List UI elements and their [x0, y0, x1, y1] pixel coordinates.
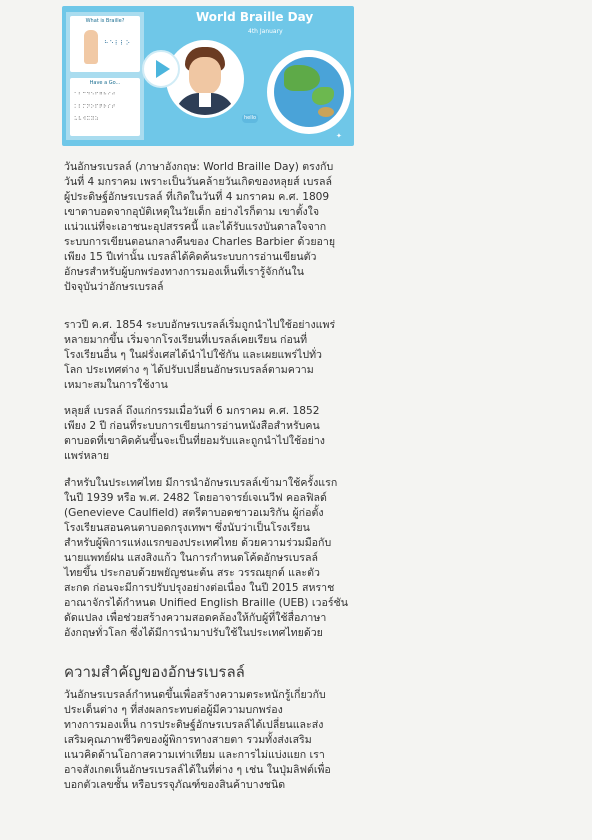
world-braille-day-banner: [62, 6, 354, 146]
text-line: อังกฤษทั่วโลก ซึ่งได้มีการนำมาปรับใช้ในประเทศไทยด้วย: [64, 627, 323, 639]
text-line: วันอักษรเบรลล์กำหนดขึ้นเพื่อสร้างความตระหนักรู้เกี่ยวกับ: [64, 689, 326, 701]
text-line: ในปี 1939 หรือ พ.ศ. 2482 โดยอาจารย์เจเนวีฟ คอลฟิลด์: [64, 492, 327, 504]
finger-illustration: [84, 30, 98, 64]
braille-grid-row: ⠥⠧⠺⠭⠽⠵: [74, 116, 99, 122]
text-line: ดัดแปลง เพื่อช่วยสร้างความสอดคล้องให้กับผู้ที่ใช้สื่อภาษา: [64, 612, 327, 624]
text-line: เขาตาบอดจากอุบัติเหตุในวัยเด็ก อย่างไรก็ตาม เขาตั้งใจ: [64, 206, 320, 218]
text-line: ตาบอดที่เขาคิดค้นขึ้นจะเป็นที่ยอมรับและถูกนำไปใช้อย่าง: [64, 435, 325, 447]
text-line: (Genevieve Caulfield) สตรีตาบอดชาวอเมริกัน ผู้ก่อตั้ง: [64, 507, 324, 519]
paragraph-1: [64, 160, 364, 295]
text-line: ระบบการเขียนตอนกลางคืนของ Charles Barbier ด้วยอายุ: [64, 236, 336, 248]
text-line: ประเด็นต่าง ๆ ที่ส่งผลกระทบต่อผู้มีความบกพร่อง: [64, 704, 283, 716]
text-line: ไทยขึ้น ประกอบด้วยพยัญชนะต้น สระ วรรณยุกต์ และตัว: [64, 567, 320, 579]
louis-braille-portrait: [166, 40, 244, 118]
speech-badge: hello: [243, 115, 257, 121]
globe-land: [312, 87, 334, 105]
text-line: หลุยส์ เบรลล์ ถึงแก่กรรมเมื่อวันที่ 6 มกราคม ค.ศ. 1852: [64, 405, 320, 417]
text-line: อาณาจักรได้กำหนด Unified English Braille (UEB) เวอร์ชัน: [64, 597, 348, 609]
text-line: แพร่หลาย: [64, 450, 110, 462]
card-title: What is Braille?: [85, 18, 125, 24]
text-line: เพียง 2 ปี ก่อนที่ระบบการเขียนการอ่านหนังสือสำหรับคน: [64, 420, 320, 432]
text-line: สำหรับผู้พิการแห่งแรกของประเทศไทย ด้วยความร่วมมือกับ: [64, 537, 332, 549]
globe-land: [284, 65, 320, 91]
paragraph-3: [64, 404, 364, 464]
text-line: วันอักษรเบรลล์ (ภาษาอังกฤษ: World Braille Day) ตรงกับ: [64, 161, 334, 173]
braille-dots: ⠓⠑⠇⠇⠕: [104, 40, 131, 47]
portrait-face: [189, 57, 221, 95]
banner-subtitle: 4th January: [248, 28, 283, 35]
text-line: อักษรสำหรับผู้บกพร่องทางการมองเห็นที่เรารู้จักกันใน: [64, 266, 304, 278]
slide-thumbnails: [66, 12, 144, 140]
what-is-braille-card: [70, 16, 140, 72]
text-line: อาจสังเกตเห็นอักษรเบรลล์ได้ในที่ต่าง ๆ เช่น ในปุ่มลิฟต์เพื่อ: [64, 764, 331, 776]
text-line: ปัจจุบันว่าอักษรเบรลล์: [64, 281, 164, 293]
braille-grid-row: ⠅⠇⠍⠝⠕⠏⠟⠗⠎⠞: [74, 104, 116, 110]
text-line: ผู้ประดิษฐ์อักษรเบรลล์ ที่เกิดในวันที่ 4 มกราคม ค.ศ. 1809: [64, 191, 330, 203]
text-line: หลายมากขึ้น เริ่มจากโรงเรียนที่เบรลล์เคยเรียน ก่อนที่: [64, 334, 308, 346]
text-line: นายแพทย์ฝน แสงสิงแก้ว ในการกำหนดโค้ดอักษรเบรลล์: [64, 552, 318, 564]
have-a-go-card: [70, 78, 140, 136]
text-line: แนวคิดด้านโอกาสความเท่าเทียม และการไม่แบ่งแยก เรา: [64, 749, 325, 761]
text-line: เสริมคุณภาพชีวิตของผู้พิการทางสายตา รวมทั้งส่งเสริม: [64, 734, 312, 746]
card-title: Have a Go...: [89, 80, 121, 86]
globe-icon: [267, 50, 351, 134]
text-line: สำหรับในประเทศไทย มีการนำอักษรเบรลล์เข้ามาใช้ครั้งแรก: [64, 477, 338, 489]
text-line: สะกด ก่อนจะมีการปรับปรุงอย่างต่อเนื่อง ในปี 2015 สหราช: [64, 582, 335, 594]
text-line: แน่วแน่ที่จะเอาชนะอุปสรรคนี้ และได้รับแรงบันดาลใจจาก: [64, 221, 327, 233]
section-paragraph: [64, 688, 364, 793]
banner-title: World Braille Day: [196, 10, 314, 24]
twinkl-logo-icon: ✦: [336, 132, 342, 140]
text-line: บอกตัวเลขชั้น หรือบรรจุภัณฑ์ของสินค้าบางชนิด: [64, 779, 286, 791]
paragraph-2: [64, 318, 364, 393]
section-heading: ความสำคัญของอักษรเบรลล์: [64, 663, 245, 681]
text-line: เหมาะสมในการใช้งาน: [64, 379, 168, 391]
braille-grid-row: ⠁⠃⠉⠙⠑⠋⠛⠓⠊⠚: [74, 92, 116, 98]
play-icon[interactable]: [142, 50, 180, 88]
text-line: ทางการมองเห็น การประดิษฐ์อักษรเบรลล์ได้เปลี่ยนและส่ง: [64, 719, 324, 731]
paragraph-4: [64, 476, 364, 641]
text-line: โรงเรียนอื่น ๆ ในฝรั่งเศสได้นำไปใช้กัน และเผยแพร่ไปทั่ว: [64, 349, 323, 361]
text-line: โรงเรียนสอนคนตาบอดกรุงเทพฯ ซึ่งนับว่าเป็นโรงเรียน: [64, 522, 310, 534]
text-line: วันที่ 4 มกราคม เพราะเป็นวันคล้ายวันเกิดของหลุยส์ เบรลล์: [64, 176, 332, 188]
text-line: เพียง 15 ปีเท่านั้น เบรลล์ได้คิดค้นระบบการอ่านเขียนตัว: [64, 251, 317, 263]
portrait-collar: [199, 93, 211, 107]
text-line: โลก ประเทศต่าง ๆ ได้ปรับเปลี่ยนอักษรเบรลล์ตามความ: [64, 364, 314, 376]
globe-ocean: [274, 57, 344, 127]
globe-land: [318, 107, 334, 117]
text-line: ราวปี ค.ศ. 1854 ระบบอักษรเบรลล์เริ่มถูกนำไปใช้อย่างแพร่: [64, 319, 336, 331]
